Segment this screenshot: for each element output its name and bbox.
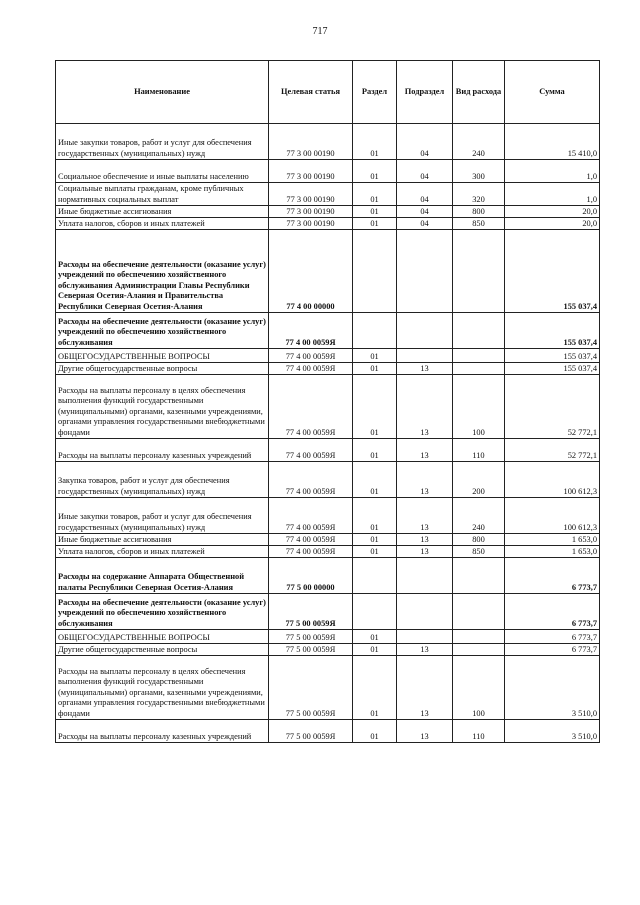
target-cell: 77 5 00 0059Я <box>269 630 353 644</box>
target-cell: 77 4 00 0059Я <box>269 363 353 375</box>
section-cell <box>353 313 397 349</box>
table-row <box>56 363 600 375</box>
section-cell: 01 <box>353 546 397 558</box>
name-cell: Социальное обеспечение и иные выплаты населению <box>56 160 269 183</box>
target-cell: 77 5 00 0059Я <box>269 720 353 743</box>
amount-cell: 100 612,3 <box>505 498 600 534</box>
subsection-cell: 04 <box>397 206 453 218</box>
table-row <box>56 498 600 534</box>
amount-cell: 6 773,7 <box>505 558 600 594</box>
subsection-cell <box>397 313 453 349</box>
section-cell: 01 <box>353 644 397 656</box>
name-cell: ОБЩЕГОСУДАРСТВЕННЫЕ ВОПРОСЫ <box>56 349 269 363</box>
expense-type-cell: 110 <box>453 720 505 743</box>
table-row <box>56 546 600 558</box>
amount-cell: 3 510,0 <box>505 656 600 720</box>
name-cell: Другие общегосударственные вопросы <box>56 363 269 375</box>
expense-type-cell <box>453 644 505 656</box>
subsection-cell: 13 <box>397 363 453 375</box>
name-cell: Иные бюджетные ассигнования <box>56 534 269 546</box>
expense-type-cell <box>453 630 505 644</box>
subsection-cell: 13 <box>397 498 453 534</box>
name-cell: Иные бюджетные ассигнования <box>56 206 269 218</box>
name-cell: Уплата налогов, сборов и иных платежей <box>56 546 269 558</box>
name-cell: Другие общегосударственные вопросы <box>56 644 269 656</box>
subsection-cell: 04 <box>397 160 453 183</box>
target-cell: 77 4 00 00000 <box>269 230 353 313</box>
target-cell: 77 4 00 0059Я <box>269 375 353 439</box>
subsection-cell: 04 <box>397 124 453 160</box>
table-row <box>56 594 600 630</box>
name-cell: Уплата налогов, сборов и иных платежей <box>56 218 269 230</box>
expense-type-cell <box>453 349 505 363</box>
subsection-cell <box>397 630 453 644</box>
expense-type-cell <box>453 558 505 594</box>
subsection-cell: 13 <box>397 656 453 720</box>
target-cell: 77 4 00 0059Я <box>269 498 353 534</box>
section-cell <box>353 558 397 594</box>
table-row <box>56 558 600 594</box>
subsection-cell: 04 <box>397 183 453 206</box>
target-cell: 77 5 00 0059Я <box>269 644 353 656</box>
table-row <box>56 160 600 183</box>
amount-cell: 1,0 <box>505 183 600 206</box>
header-amount: Сумма <box>505 61 600 124</box>
table-row <box>56 313 600 349</box>
expense-type-cell: 100 <box>453 656 505 720</box>
target-cell: 77 5 00 0059Я <box>269 656 353 720</box>
expense-type-cell: 100 <box>453 375 505 439</box>
section-cell: 01 <box>353 375 397 439</box>
amount-cell: 155 037,4 <box>505 230 600 313</box>
amount-cell: 15 410,0 <box>505 124 600 160</box>
table-row <box>56 644 600 656</box>
target-cell: 77 4 00 0059Я <box>269 313 353 349</box>
table-row <box>56 206 600 218</box>
target-cell: 77 3 00 00190 <box>269 206 353 218</box>
name-cell: Закупка товаров, работ и услуг для обеспечения государственных (муниципальных) нужд <box>56 462 269 498</box>
amount-cell: 100 612,3 <box>505 462 600 498</box>
name-cell: Расходы на обеспечение деятельности (оказание услуг) учреждений по обеспечению хозяйственного обслуживания Администрации Главы Республики Северная Осетия-Алания и Правительства Республики Северная Осетия-Алания <box>56 230 269 313</box>
section-cell: 01 <box>353 160 397 183</box>
expense-type-cell: 800 <box>453 206 505 218</box>
table-row <box>56 375 600 439</box>
header-name: Наименование <box>56 61 269 124</box>
name-cell: Расходы на обеспечение деятельности (оказание услуг) учреждений по обеспечению хозяйственного обслуживания <box>56 313 269 349</box>
table-row <box>56 349 600 363</box>
target-cell: 77 3 00 00190 <box>269 218 353 230</box>
amount-cell: 155 037,4 <box>505 313 600 349</box>
amount-cell: 3 510,0 <box>505 720 600 743</box>
amount-cell: 1 653,0 <box>505 534 600 546</box>
header-target: Целевая статья <box>269 61 353 124</box>
header-subsection: Подраздел <box>397 61 453 124</box>
expense-type-cell: 110 <box>453 439 505 462</box>
name-cell: Расходы на выплаты персоналу казенных учреждений <box>56 720 269 743</box>
amount-cell: 6 773,7 <box>505 644 600 656</box>
table-row <box>56 439 600 462</box>
section-cell <box>353 594 397 630</box>
table-row <box>56 534 600 546</box>
amount-cell: 20,0 <box>505 206 600 218</box>
expense-type-cell: 300 <box>453 160 505 183</box>
expense-type-cell <box>453 313 505 349</box>
subsection-cell: 13 <box>397 644 453 656</box>
subsection-cell <box>397 230 453 313</box>
section-cell: 01 <box>353 656 397 720</box>
section-cell: 01 <box>353 363 397 375</box>
subsection-cell: 04 <box>397 218 453 230</box>
name-cell: ОБЩЕГОСУДАРСТВЕННЫЕ ВОПРОСЫ <box>56 630 269 644</box>
table-row <box>56 124 600 160</box>
target-cell: 77 4 00 0059Я <box>269 534 353 546</box>
expense-type-cell <box>453 363 505 375</box>
table-row <box>56 656 600 720</box>
expense-type-cell: 800 <box>453 534 505 546</box>
name-cell: Расходы на выплаты персоналу казенных учреждений <box>56 439 269 462</box>
section-cell: 01 <box>353 498 397 534</box>
target-cell: 77 4 00 0059Я <box>269 439 353 462</box>
expense-type-cell: 240 <box>453 498 505 534</box>
page-number: 717 <box>312 26 328 37</box>
section-cell: 01 <box>353 183 397 206</box>
budget-table <box>55 60 600 743</box>
expense-type-cell: 240 <box>453 124 505 160</box>
name-cell: Иные закупки товаров, работ и услуг для обеспечения государственных (муниципальных) нужд <box>56 124 269 160</box>
section-cell: 01 <box>353 720 397 743</box>
table-row <box>56 183 600 206</box>
header-section: Раздел <box>353 61 397 124</box>
section-cell: 01 <box>353 206 397 218</box>
subsection-cell: 13 <box>397 439 453 462</box>
subsection-cell <box>397 558 453 594</box>
section-cell: 01 <box>353 630 397 644</box>
subsection-cell: 13 <box>397 375 453 439</box>
amount-cell: 52 772,1 <box>505 375 600 439</box>
subsection-cell: 13 <box>397 462 453 498</box>
amount-cell: 1,0 <box>505 160 600 183</box>
name-cell: Расходы на содержание Аппарата Общественной палаты Республики Северная Осетия-Алания <box>56 558 269 594</box>
table-row <box>56 230 600 313</box>
table-row <box>56 630 600 644</box>
section-cell <box>353 230 397 313</box>
section-cell: 01 <box>353 534 397 546</box>
name-cell: Расходы на выплаты персоналу в целях обеспечения выполнения функций государственными (муниципальными) органами, казенными учреждениями, органами управления государственными внебюджетными фондами <box>56 375 269 439</box>
amount-cell: 6 773,7 <box>505 630 600 644</box>
expense-type-cell: 850 <box>453 218 505 230</box>
expense-type-cell: 200 <box>453 462 505 498</box>
expense-type-cell: 850 <box>453 546 505 558</box>
amount-cell: 155 037,4 <box>505 349 600 363</box>
table-row <box>56 720 600 743</box>
target-cell: 77 5 00 0059Я <box>269 594 353 630</box>
subsection-cell <box>397 349 453 363</box>
subsection-cell: 13 <box>397 534 453 546</box>
amount-cell: 1 653,0 <box>505 546 600 558</box>
name-cell: Расходы на выплаты персоналу в целях обеспечения выполнения функций государственными (муниципальными) органами, казенными учреждениями, органами управления государственными внебюджетными фондами <box>56 656 269 720</box>
amount-cell: 20,0 <box>505 218 600 230</box>
amount-cell: 155 037,4 <box>505 363 600 375</box>
name-cell: Расходы на обеспечение деятельности (оказание услуг) учреждений по обеспечению хозяйственного обслуживания <box>56 594 269 630</box>
table-body <box>56 124 600 743</box>
target-cell: 77 4 00 0059Я <box>269 546 353 558</box>
target-cell: 77 4 00 0059Я <box>269 349 353 363</box>
table-row <box>56 218 600 230</box>
subsection-cell <box>397 594 453 630</box>
subsection-cell: 13 <box>397 546 453 558</box>
table-header-row <box>56 61 600 124</box>
expense-type-cell <box>453 594 505 630</box>
section-cell: 01 <box>353 124 397 160</box>
target-cell: 77 5 00 00000 <box>269 558 353 594</box>
section-cell: 01 <box>353 349 397 363</box>
section-cell: 01 <box>353 218 397 230</box>
amount-cell: 6 773,7 <box>505 594 600 630</box>
target-cell: 77 4 00 0059Я <box>269 462 353 498</box>
table-row <box>56 462 600 498</box>
section-cell: 01 <box>353 462 397 498</box>
target-cell: 77 3 00 00190 <box>269 183 353 206</box>
target-cell: 77 3 00 00190 <box>269 160 353 183</box>
target-cell: 77 3 00 00190 <box>269 124 353 160</box>
name-cell: Социальные выплаты гражданам, кроме публичных нормативных социальных выплат <box>56 183 269 206</box>
expense-type-cell <box>453 230 505 313</box>
subsection-cell: 13 <box>397 720 453 743</box>
section-cell: 01 <box>353 439 397 462</box>
name-cell: Иные закупки товаров, работ и услуг для обеспечения государственных (муниципальных) нужд <box>56 498 269 534</box>
amount-cell: 52 772,1 <box>505 439 600 462</box>
expense-type-cell: 320 <box>453 183 505 206</box>
header-expense-type: Вид расхода <box>453 61 505 124</box>
